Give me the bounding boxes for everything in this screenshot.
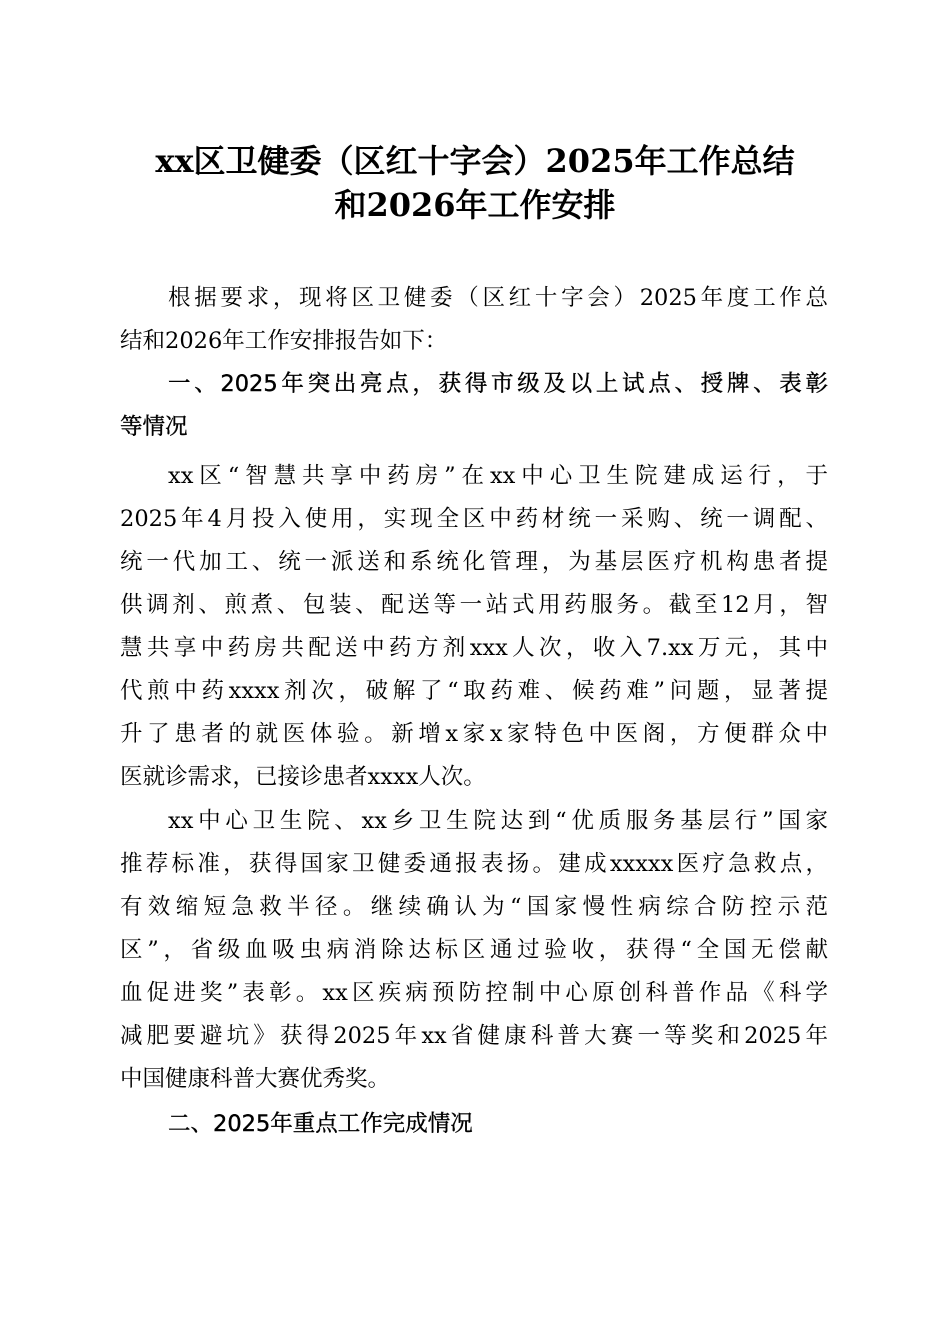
section-heading-1-cont: 等情况 — [120, 414, 188, 440]
intro-paragraph-line: 根据要求，现将区卫健委（区红十字会）2025年度工作总 — [168, 285, 828, 311]
paragraph-1-line: 代煎中药xxxx剂次，破解了“取药难、候药难”问题，显著提 — [120, 678, 828, 704]
paragraph-1-line: 统一代加工、统一派送和系统化管理，为基层医疗机构患者提 — [120, 549, 828, 575]
document-title-line-2: 和2026年工作安排 — [334, 186, 616, 224]
paragraph-2-line: 推荐标准，获得国家卫健委通报表扬。建成xxxxx医疗急救点， — [120, 851, 828, 877]
paragraph-1-line: 供调剂、煎煮、包装、配送等一站式用药服务。截至12月，智 — [120, 592, 828, 618]
intro-paragraph-line: 结和2026年工作安排报告如下： — [120, 328, 448, 354]
paragraph-2-line: 有效缩短急救半径。继续确认为“国家慢性病综合防控示范 — [120, 894, 828, 920]
paragraph-2-line: xx中心卫生院、xx乡卫生院达到“优质服务基层行”国家 — [168, 808, 828, 834]
paragraph-1-line: 医就诊需求，已接诊患者xxxx人次。 — [120, 764, 486, 790]
section-heading-1: 一、2025年突出亮点，获得市级及以上试点、授牌、表彰 — [168, 371, 828, 397]
section-heading-2: 二、2025年重点工作完成情况 — [168, 1111, 473, 1137]
paragraph-1-line: xx区“智慧共享中药房”在xx中心卫生院建成运行，于 — [168, 463, 828, 489]
paragraph-1-line: 升了患者的就医体验。新增x家x家特色中医阁，方便群众中 — [120, 721, 828, 747]
paragraph-2-line: 区”，省级血吸虫病消除达标区通过验收，获得“全国无偿献 — [120, 937, 828, 963]
paragraph-2-line: 血促进奖”表彰。xx区疾病预防控制中心原创科普作品《科学 — [120, 980, 828, 1006]
paragraph-2-line: 减肥要避坑》获得2025年xx省健康科普大赛一等奖和2025年 — [120, 1023, 828, 1049]
paragraph-1-line: 慧共享中药房共配送中药方剂xxx人次，收入7.xx万元，其中 — [120, 635, 828, 661]
document-title-line-1: xx区卫健委（区红十字会）2025年工作总结 — [155, 142, 795, 180]
paragraph-2-line: 中国健康科普大赛优秀奖。 — [120, 1066, 391, 1092]
paragraph-1-line: 2025年4月投入使用，实现全区中药材统一采购、统一调配、 — [120, 506, 828, 532]
